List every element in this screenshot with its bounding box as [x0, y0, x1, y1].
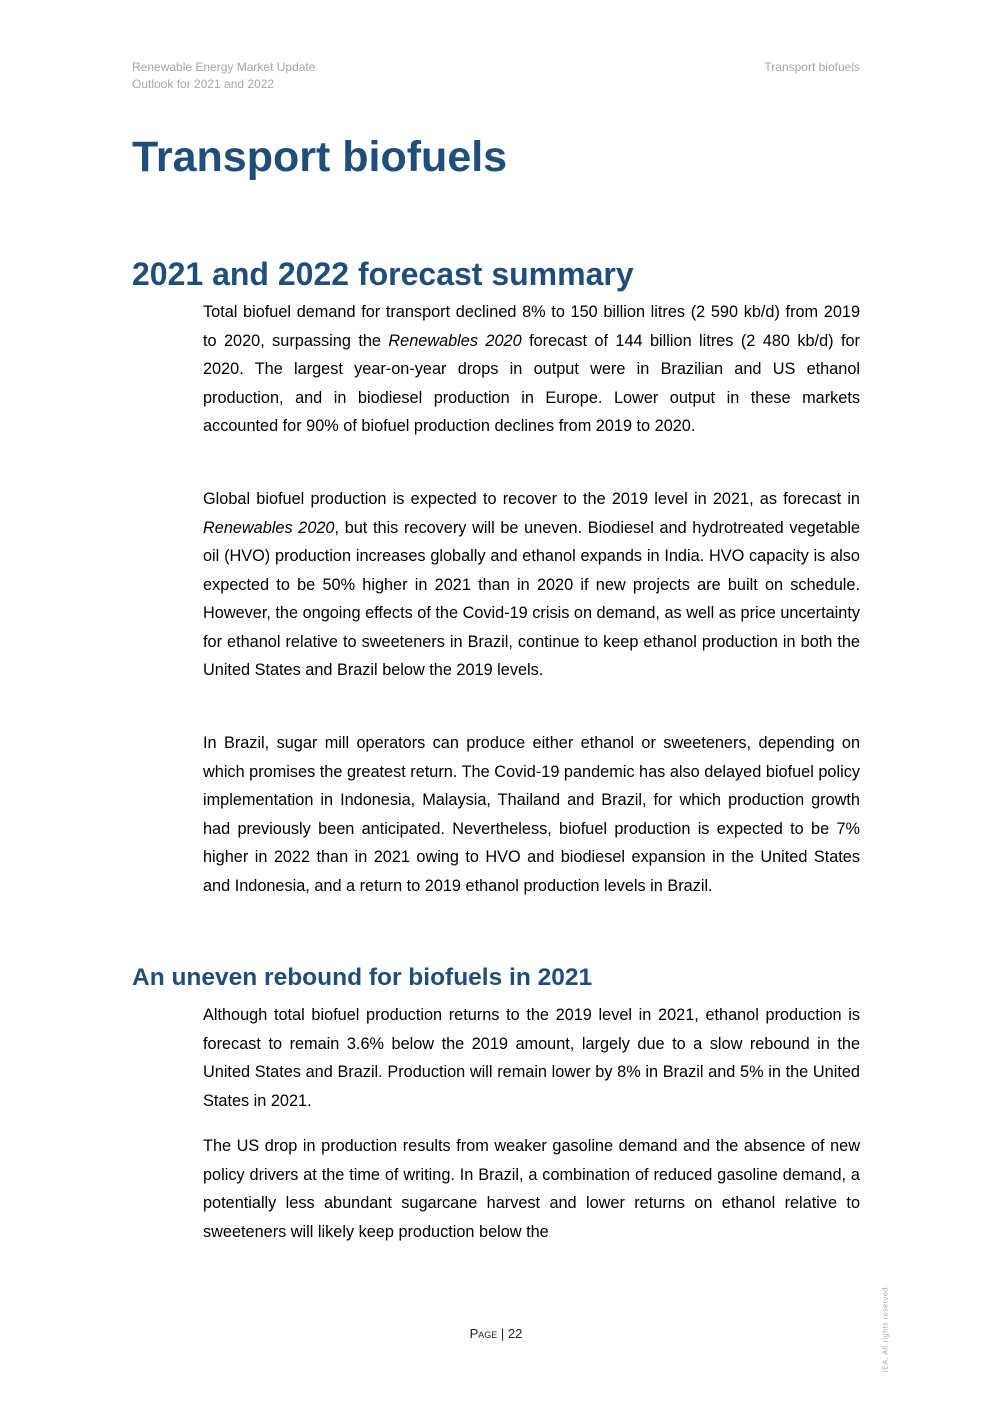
- running-header-right: Transport biofuels: [764, 60, 860, 74]
- paragraph-1-italic-reference: Renewables 2020: [388, 331, 522, 350]
- report-subtitle: Outlook for 2021 and 2022: [132, 77, 275, 91]
- paragraph-2: [203, 485, 860, 685]
- chapter-title: Transport biofuels: [132, 133, 508, 181]
- paragraph-1-text-b: forecast of 144 billion litres (2 480 kb/d) for 2020. The largest year-on-year drops in output were in Brazilian and US ethanol production, and in biodiesel production in Europe. Lower output in these markets accounted for 90% of biofuel production declines from 2019 to 2020.: [203, 331, 860, 435]
- page-label: Page: [469, 1326, 498, 1341]
- paragraph-2-text-b: , but this recovery will be uneven. Biodiesel and hydrotreated vegetable oil (HVO) production increases globally and ethanol expands in India. HVO capacity is also expected to be 50% higher in 2021 than in 2020 if new projects are built on schedule. However, the ongoing effects of the Covid-19 crisis on demand, as well as price uncertainty for ethanol relative to sweeteners in Brazil, continue to keep ethanol production in both the United States and Brazil below the 2019 levels.: [203, 518, 860, 679]
- paragraph-3: In Brazil, sugar mill operators can produce either ethanol or sweeteners, depending on which promises the greatest return. The Covid-19 pandemic has also delayed biofuel policy implementation in Indonesia, Malaysia, Thailand and Brazil, for which production growth had previously been anticipated. Nevertheless, biofuel production is expected to be 7% higher in 2022 than in 2021 owing to HVO and biodiesel expansion in the United States and Indonesia, and a return to 2019 ethanol production levels in Brazil.: [203, 734, 860, 895]
- running-header-left: [132, 59, 315, 93]
- page-number-footer: [0, 1326, 992, 1341]
- paragraph-1-text-a: Total biofuel demand for transport declined 8% to 150 billion litres (2 590 kb/d) from 2019 to 2020, surpassing the: [203, 303, 860, 350]
- section-title: 2021 and 2022 forecast summary: [132, 256, 634, 292]
- paragraph-4: Although total biofuel production returns to the 2019 level in 2021, ethanol production is forecast to remain 3.6% below the 2019 amount, largely due to a slow rebound in the United States and Brazil. Production will remain lower by 8% in Brazil and 5% in the United States in 2021.: [203, 1006, 860, 1110]
- paragraph-2-italic-reference: Renewables 2020: [203, 518, 335, 537]
- paragraph-2-text-a: Global biofuel production is expected to recover to the 2019 level in 2021, as forecast in: [203, 490, 860, 508]
- page-number: 22: [507, 1326, 523, 1341]
- report-title: Renewable Energy Market Update: [132, 60, 316, 74]
- subsection-title: An uneven rebound for biofuels in 2021: [132, 964, 593, 991]
- paragraph-5: The US drop in production results from weaker gasoline demand and the absence of new policy drivers at the time of writing. In Brazil, a combination of reduced gasoline demand, a potentially less abundant sugarcane harvest and lower returns on ethanol relative to sweeteners will likely keep production below the: [203, 1137, 860, 1241]
- page-separator: |: [497, 1326, 508, 1341]
- paragraph-1: [203, 298, 860, 441]
- copyright-notice: IEA. All rights reserved.: [882, 1284, 890, 1373]
